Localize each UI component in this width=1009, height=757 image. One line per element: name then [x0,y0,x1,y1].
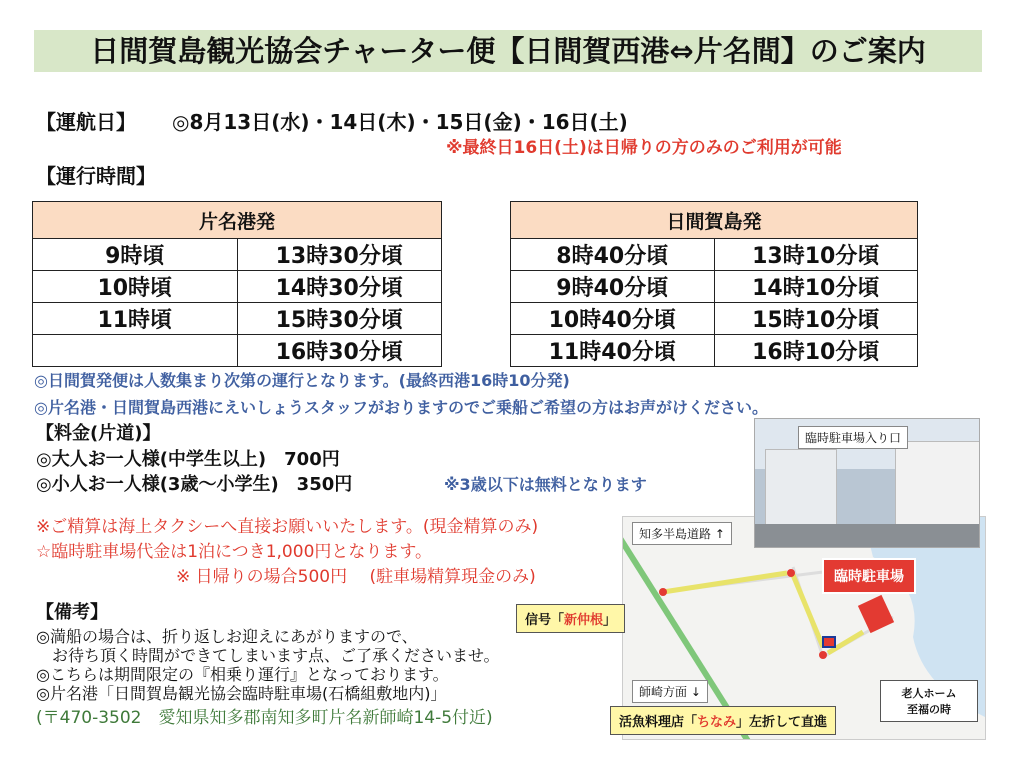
signal-prefix: 信号「 [525,613,565,628]
table-cell: 14時30分頃 [237,271,442,303]
table-cell: 15時30分頃 [237,303,442,335]
nursing-home-line: 至福の時 [907,703,951,716]
table-cell: 8時40分頃 [511,239,715,271]
table-cell: 13時30分頃 [237,239,442,271]
restaurant-callout [610,706,836,735]
nursing-home-line: 老人ホーム [901,687,957,700]
table-cell: 16時30分頃 [237,335,442,367]
remarks-line: ◎満船の場合は、折り返しお迎えにあがりますので、 [36,627,418,646]
schedule-table-katana [32,201,442,367]
nursing-home-callout [880,680,978,722]
table-row [511,335,918,367]
table-row [33,239,442,271]
fare-child-note: ※3歳以下は無料となります [444,475,647,494]
table-row [33,271,442,303]
signal-marker [659,588,667,596]
table-header: 片名港発 [33,202,442,239]
signal-name: 新仲根 [564,613,604,628]
page-title: 日間賀島観光協会チャーター便【日間賀西港⇔片名間】のご案内 [90,34,926,68]
table-cell: 11時頃 [33,303,238,335]
road-north-label: 知多半島道路 ↑ [632,522,732,545]
address: (〒470-3502 愛知県知多郡南知多町片名新師崎14-5付近) [36,708,493,728]
payment-note: ※ 日帰りの場合500円 (駐車場精算現金のみ) [176,567,536,587]
table-row [33,335,442,367]
table-cell: 11時40分頃 [511,335,715,367]
route-arrow [663,573,787,592]
hours-label: 【運行時間】 [36,164,156,188]
table-row [33,303,442,335]
table-row [511,271,918,303]
table-cell: 9時頃 [33,239,238,271]
schedule-note: ◎片名港・日間賀島西港にえいしょうスタッフがおりますのでご乗船ご希望の方はお声がけください。 [34,398,768,417]
restaurant-name: ちなみ [697,715,737,730]
schedule-table-himaka [510,201,918,367]
restaurant-marker [823,637,835,647]
table-header: 日間賀島発 [511,202,918,239]
table-cell: 13時10分頃 [714,239,918,271]
table-cell: 9時40分頃 [511,271,715,303]
signal-callout [516,604,625,633]
table-row [511,239,918,271]
table-cell: 10時頃 [33,271,238,303]
signal-marker [819,651,827,659]
table-cell: 14時10分頃 [714,271,918,303]
restaurant-prefix: 活魚料理店「 [619,715,698,730]
parking-callout: 臨時駐車場 [822,558,916,594]
signal-marker [787,569,795,577]
parking-marker [858,595,894,633]
service-days-note: ※最終日16日(土)は日帰りの方のみのご利用が可能 [446,138,842,158]
fare-adult: ◎大人お一人様(中学生以上) 700円 [36,449,340,470]
table-cell [33,335,238,367]
table-row [511,303,918,335]
fare-label: 【料金(片道)】 [36,423,161,444]
remarks-line: ◎片名港「日間賀島観光協会臨時駐車場(石橋組敷地内)」 [36,684,447,703]
fare-child: ◎小人お一人様(3歳～小学生) 350円 [36,474,353,495]
remarks-label: 【備考】 [36,602,108,623]
route-arrow [793,575,823,647]
table-cell: 15時10分頃 [714,303,918,335]
payment-note: ☆臨時駐車場代金は1泊につき1,000円となります。 [36,542,433,562]
table-cell: 16時10分頃 [714,335,918,367]
signal-suffix: 」 [603,613,617,628]
remarks-line: お待ち頂く時間ができてしまいます点、ご了承くださいませ。 [36,646,500,665]
restaurant-suffix: 」左折して直進 [736,715,828,730]
schedule-note: ◎日間賀発便は人数集まり次第の運行となります。(最終西港16時10分発) [34,371,570,390]
table-cell: 10時40分頃 [511,303,715,335]
photo-label: 臨時駐車場入り口 [798,426,908,449]
service-days-label: 【運航日】 [36,110,136,134]
remarks-line: ◎こちらは期間限定の『相乗り運行』となっております。 [36,665,449,684]
payment-note: ※ご精算は海上タクシーへ直接お願いいたします。(現金精算のみ) [36,517,539,537]
service-days-dates: ◎8月13日(水)・14日(木)・15日(金)・16日(土) [172,110,628,134]
road-south-label: 師崎方面 ↓ [632,680,708,703]
